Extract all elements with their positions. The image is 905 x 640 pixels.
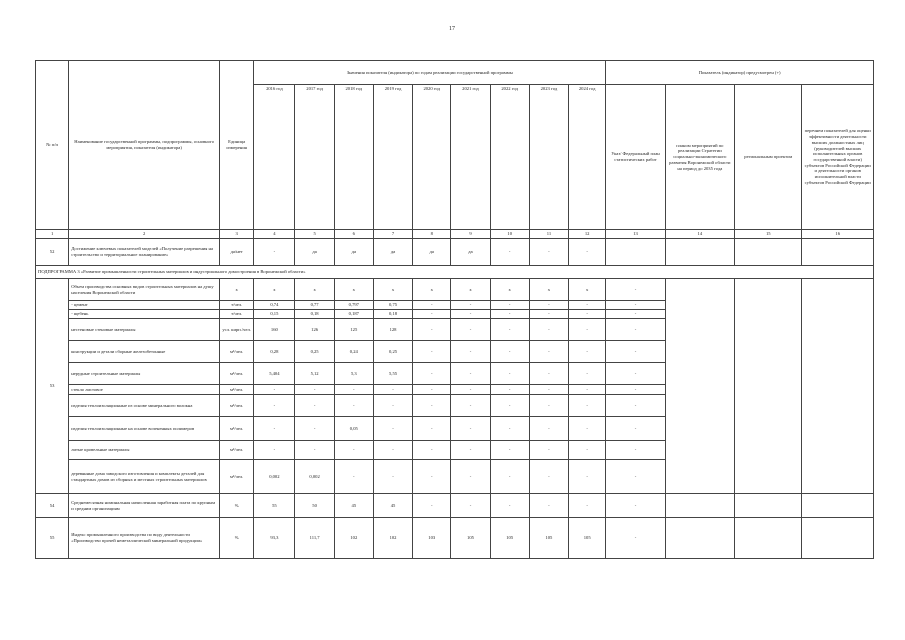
value-cell: - [490,395,529,417]
pred-cell: - [606,385,665,395]
value-cell: - [451,417,490,441]
value-cell: - [529,319,568,341]
page-number: 17 [449,26,455,32]
value-cell: 0,187 [334,310,373,319]
value-cell: - [569,341,606,363]
value-cell: - [451,441,490,460]
value-cell: х [334,279,373,301]
value-cell: - [490,301,529,310]
unit-cell: м³/чел. [220,395,254,417]
value-cell: 0,797 [334,301,373,310]
value-cell: - [451,301,490,310]
value-cell: - [373,385,412,395]
value-cell: - [529,363,568,385]
value-cell: - [413,319,451,341]
value-cell: х [569,279,606,301]
value-cell: - [569,395,606,417]
value-cell: 102 [334,518,373,559]
value-cell: - [490,460,529,494]
indicator-name: Объем производства основных видов строительных материалов на душу населения Воронежской области [69,279,220,301]
indicator-name: конструкции и детали сборные железобетонные [69,341,220,363]
row-num: 55 [36,518,69,559]
value-cell: - [413,460,451,494]
value-cell: 0,05 [334,417,373,441]
table-row [36,494,874,518]
indicator-name: литые кровельные материалы [69,441,220,460]
header-year-2020: 2020 год [413,85,451,230]
value-cell: - [254,239,295,266]
value-cell: 0,24 [334,341,373,363]
value-cell: 0,002 [254,460,295,494]
value-cell: - [569,460,606,494]
value-cell: - [413,395,451,417]
numbering-row [36,230,874,239]
value-cell: - [529,239,568,266]
value-cell: - [490,494,529,518]
value-cell: - [490,310,529,319]
unit-cell: усл. кирп./чел. [220,319,254,341]
value-cell: - [413,417,451,441]
value-cell: - [529,385,568,395]
pred-cell [606,239,665,266]
value-cell: 126 [295,319,334,341]
pred-cell: - [606,310,665,319]
pred-cell: - [606,441,665,460]
value-cell: х [254,279,295,301]
header-year-2016: 2016 год [254,85,295,230]
indicators-table [35,60,874,559]
col-number: 3 [220,230,254,239]
value-cell: - [569,494,606,518]
pred-cell [802,239,874,266]
unit-cell: м²/чел. [220,385,254,395]
header-pred-strategy: планом мероприятий по реализации Стратегии социально-экономического развития Воронежской области на период до 2035 года [665,85,734,230]
value-cell: 105 [490,518,529,559]
value-cell: 0,28 [254,341,295,363]
value-cell: 0,25 [295,341,334,363]
value-cell: - [569,319,606,341]
value-cell: 45 [373,494,412,518]
indicator-name: - цемент [69,301,220,310]
indicator-name: нестеновые стеновые материалы [69,319,220,341]
value-cell: 5,12 [295,363,334,385]
value-cell: - [529,441,568,460]
value-cell: 0,15 [254,310,295,319]
unit-cell: м³/чел. [220,417,254,441]
pred-cell: - [606,319,665,341]
header-pred-evaluation: перечнем показателей для оценки эффективности деятельности высших должностных лиц (руководителей высших исполнительных органов государственной власти) субъектов Российской Федерации и деятельности органов исполнительной власти субъектов Российской Федерации [802,85,874,230]
value-cell: 105 [569,518,606,559]
col-number: 5 [295,230,334,239]
unit-cell: м²/чел. [220,441,254,460]
value-cell: - [451,395,490,417]
header-pred-group: Показатель (индикатор) предусмотрен (+) [606,61,874,85]
value-cell: - [373,395,412,417]
unit-cell: % [220,518,254,559]
table-row [36,279,874,301]
indicator-name: - щебень [69,310,220,319]
header-year-2023: 2023 год [529,85,568,230]
value-cell: - [413,301,451,310]
col-number: 12 [569,230,606,239]
unit-cell: да/нет [220,239,254,266]
col-number: 8 [413,230,451,239]
unit-cell: м³/чел. [220,341,254,363]
value-cell: 105 [451,518,490,559]
value-cell: 160 [254,319,295,341]
value-cell: - [490,239,529,266]
pred-cell [665,494,734,518]
col-number: 16 [802,230,874,239]
indicator-name: нерудные строительные материалы [69,363,220,385]
value-cell: - [490,363,529,385]
value-cell: 0,18 [373,310,412,319]
value-cell: - [451,385,490,395]
value-cell: 103 [413,518,451,559]
header-name: Наименование государственной программы, подпрограммы, основного мероприятия, показателя (индикатора) [69,61,220,230]
value-cell: - [334,385,373,395]
indicator-name: Индекс промышленного производства по виду деятельности «Производство прочей неметаллической минеральной продукции» [69,518,220,559]
col-number: 11 [529,230,568,239]
indicator-name: деревянные дома заводского изготовления и комплекты деталей для стандартных домов из сборных и местных строительных материалов [69,460,220,494]
value-cell: - [490,319,529,341]
value-cell: - [529,310,568,319]
indicator-name: изделия теплоизоляционные на основе вспененных полимеров [69,417,220,441]
value-cell: 5,3 [334,363,373,385]
value-cell: - [254,395,295,417]
value-cell: - [569,417,606,441]
unit-cell: м³/чел. [220,363,254,385]
col-number: 10 [490,230,529,239]
pred-cell: - [606,460,665,494]
value-cell: - [529,301,568,310]
value-cell: х [529,279,568,301]
col-number: 2 [69,230,220,239]
header-year-2022: 2022 год [490,85,529,230]
header-year-2024: 2024 год [569,85,606,230]
value-cell: - [334,395,373,417]
value-cell: - [451,341,490,363]
header-pred-decree: Указ/ Федеральный план статистических работ [606,85,665,230]
value-cell: 93,3 [254,518,295,559]
value-cell: - [295,417,334,441]
value-cell: 55 [254,494,295,518]
value-cell: 102 [373,518,412,559]
value-cell: 111,7 [295,518,334,559]
pred-cell [802,279,874,494]
value-cell: - [529,417,568,441]
unit-cell: т/чел. [220,310,254,319]
value-cell: - [254,441,295,460]
pred-cell: - [606,518,665,559]
header-unit: Единица измерения [220,61,254,230]
subprogram-row [36,266,874,279]
value-cell: - [413,494,451,518]
value-cell: - [569,363,606,385]
pred-cell: - [606,417,665,441]
unit-cell: м²/чел. [220,460,254,494]
value-cell: 105 [529,518,568,559]
value-cell: - [451,363,490,385]
pred-cell [735,279,802,494]
value-cell: - [413,441,451,460]
value-cell: х [413,279,451,301]
value-cell: 0,18 [295,310,334,319]
value-cell: - [295,441,334,460]
value-cell: да [413,239,451,266]
value-cell: х [295,279,334,301]
pred-cell [665,518,734,559]
unit-cell: % [220,494,254,518]
pred-cell: - [606,395,665,417]
value-cell: - [373,460,412,494]
value-cell: - [373,417,412,441]
value-cell: да [295,239,334,266]
value-cell: - [413,385,451,395]
value-cell: х [451,279,490,301]
value-cell: 0,002 [295,460,334,494]
value-cell: 128 [373,319,412,341]
col-number: 4 [254,230,295,239]
row-num: 54 [36,494,69,518]
subprogram-title: ПОДПРОГРАММА 3 «Развитие промышленности строительных материалов и индустриального домостроения в Воронежской области» [36,266,874,279]
value-cell: - [451,460,490,494]
pred-cell [735,494,802,518]
table-row [36,518,874,559]
col-number: 9 [451,230,490,239]
pred-cell [802,518,874,559]
value-cell: - [334,441,373,460]
value-cell: - [413,310,451,319]
value-cell: 50 [295,494,334,518]
value-cell: 5,55 [373,363,412,385]
header-year-2017: 2017 год [295,85,334,230]
value-cell: 0,75 [373,301,412,310]
indicator-name: Достижение ключевых показателей моделей «Получение разрешения на строительство и территориальное планирование» [69,239,220,266]
table-row [36,239,874,266]
value-cell: - [529,460,568,494]
value-cell: - [373,441,412,460]
unit-cell: х [220,279,254,301]
value-cell: - [254,417,295,441]
value-cell: х [490,279,529,301]
value-cell: - [413,341,451,363]
indicator-name: изделия теплоизоляционные из основе минерального волокна [69,395,220,417]
value-cell: х [373,279,412,301]
pred-cell: - [606,363,665,385]
pred-cell: - [606,494,665,518]
value-cell: - [490,417,529,441]
indicator-name: стекло листовое [69,385,220,395]
pred-cell [735,518,802,559]
header-year-2019: 2019 год [373,85,412,230]
value-cell: - [490,341,529,363]
value-cell: да [373,239,412,266]
col-number: 7 [373,230,412,239]
indicator-name: Среднемесячная номинальная начисленная заработная плата по крупным и средним организациям [69,494,220,518]
value-cell: - [569,441,606,460]
value-cell: - [334,460,373,494]
row-num: 52 [36,239,69,266]
pred-cell [735,239,802,266]
value-cell: 0,74 [254,301,295,310]
pred-cell [665,279,734,494]
value-cell: - [413,363,451,385]
pred-cell: - [606,279,665,301]
value-cell: - [569,310,606,319]
value-cell: - [490,441,529,460]
col-number: 1 [36,230,69,239]
header-year-2018: 2018 год [334,85,373,230]
pred-cell: - [606,301,665,310]
pred-cell [802,494,874,518]
value-cell: - [451,310,490,319]
value-cell: - [295,395,334,417]
value-cell: - [569,385,606,395]
col-number: 15 [735,230,802,239]
value-cell: - [529,395,568,417]
header-values-group: Значения показателя (индикатора) по годам реализации государственной программы [254,61,606,85]
value-cell: да [451,239,490,266]
col-number: 6 [334,230,373,239]
unit-cell: т/чел. [220,301,254,310]
value-cell: - [529,341,568,363]
value-cell: - [451,494,490,518]
value-cell: 5,404 [254,363,295,385]
value-cell: - [254,385,295,395]
value-cell: 0,25 [373,341,412,363]
header-num: № п/п [36,61,69,230]
value-cell: - [490,385,529,395]
header-pred-regional: региональным проектом [735,85,802,230]
value-cell: - [569,239,606,266]
pred-cell [665,239,734,266]
value-cell: да [334,239,373,266]
value-cell: - [451,319,490,341]
pred-cell: - [606,341,665,363]
value-cell: 125 [334,319,373,341]
row-num: 53 [36,279,69,494]
value-cell: 0,77 [295,301,334,310]
value-cell: - [295,385,334,395]
col-number: 13 [606,230,665,239]
header-year-2021: 2021 год [451,85,490,230]
value-cell: - [569,301,606,310]
value-cell: 45 [334,494,373,518]
col-number: 14 [665,230,734,239]
value-cell: - [529,494,568,518]
